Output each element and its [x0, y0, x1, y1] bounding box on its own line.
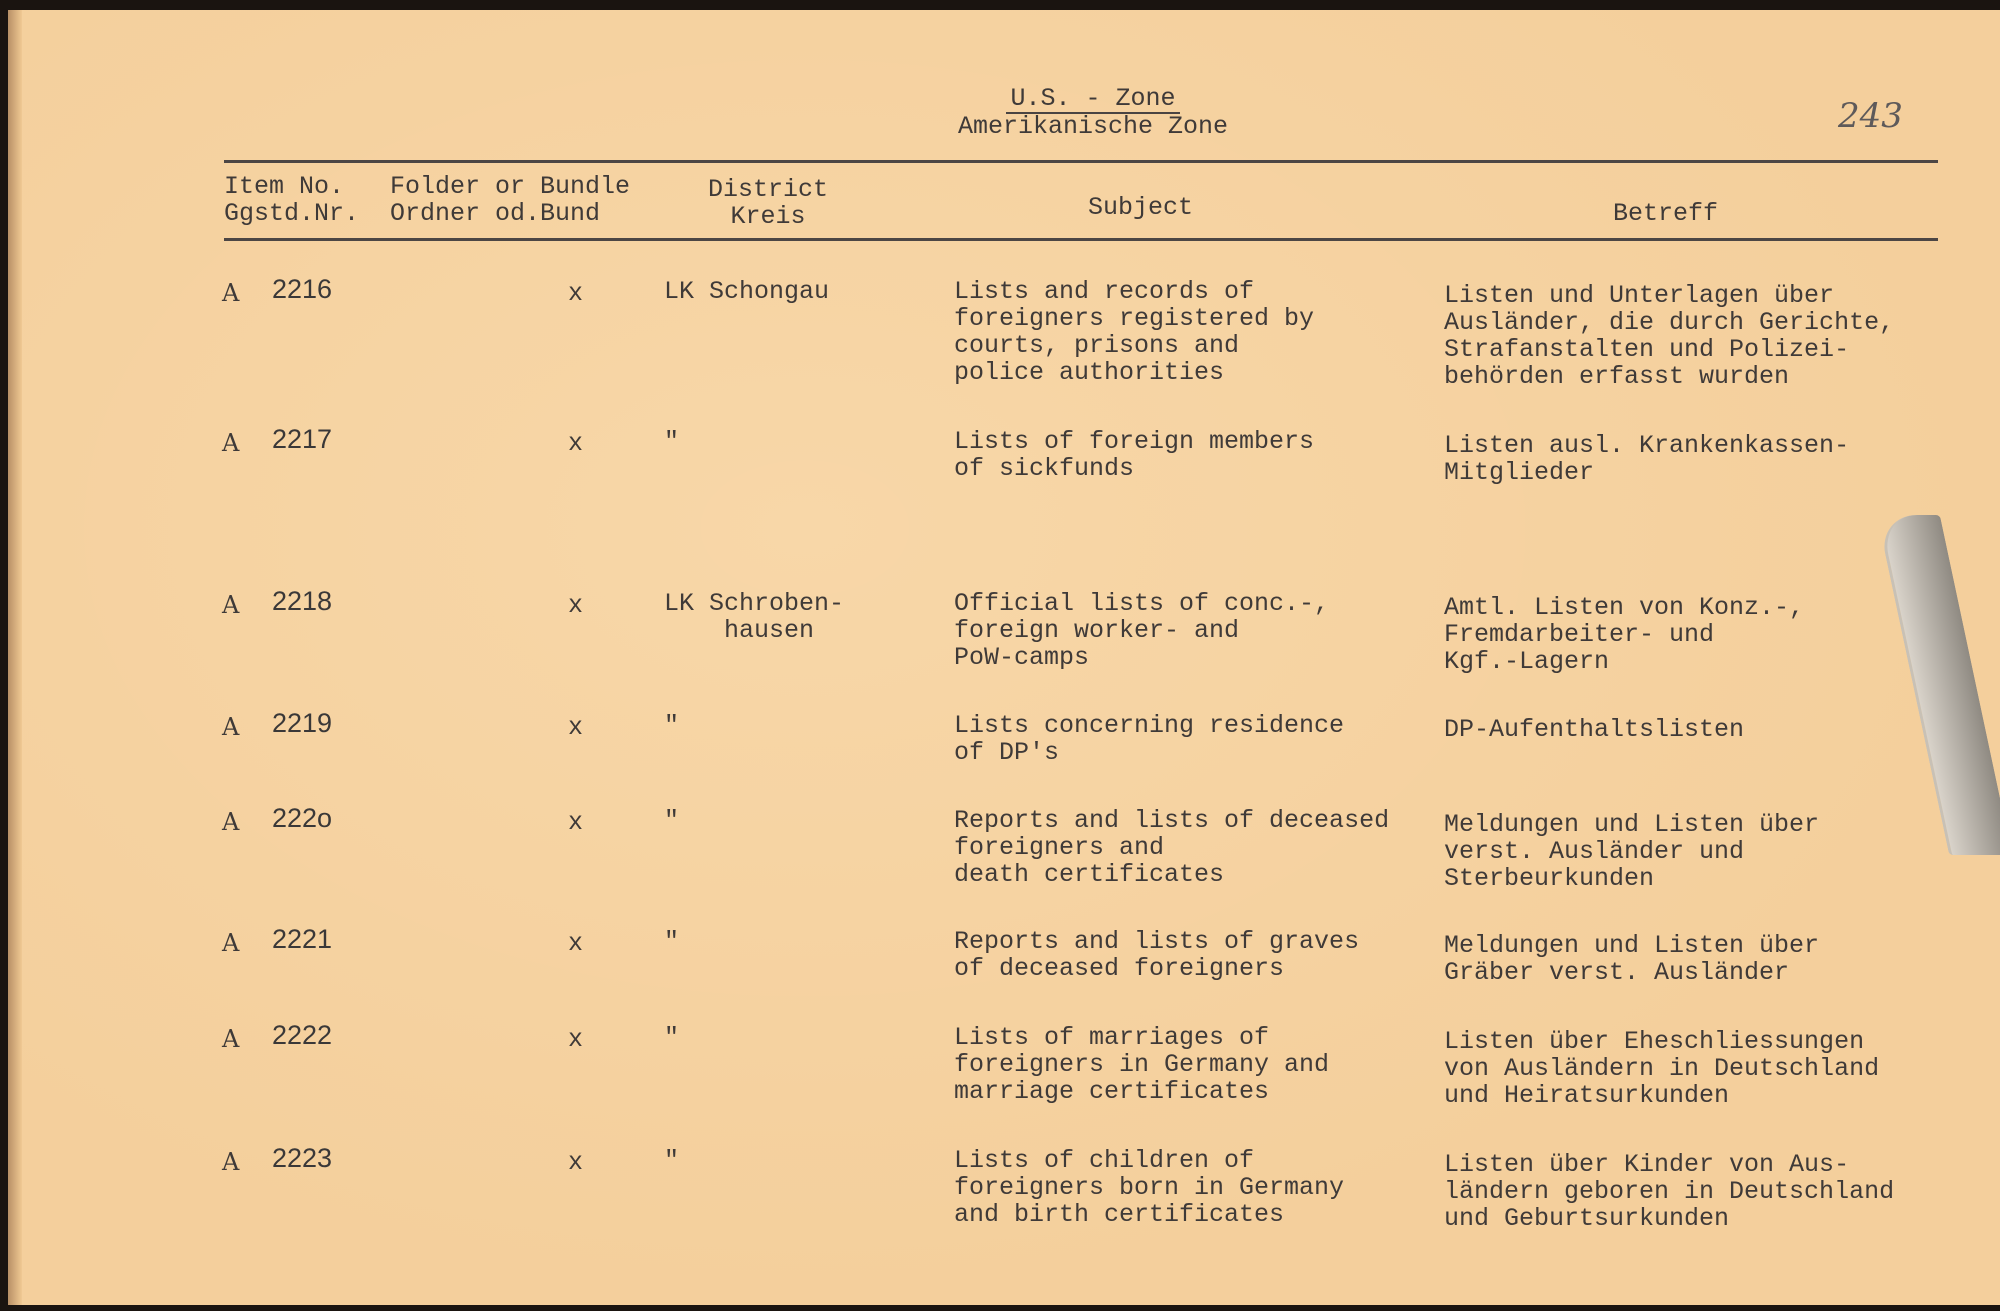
betreff-text: Listen über Kinder von Aus- ländern geboren in Deutschland und Geburtsurkunden — [1444, 1150, 1895, 1233]
item-number: 222o — [272, 803, 333, 833]
page-clip — [1877, 515, 2000, 855]
item-letter: A — [222, 429, 240, 457]
betreff-text: Meldungen und Listen über verst. Ausländer und Sterbeurkunden — [1444, 810, 1820, 893]
betreff-text: Listen ausl. Krankenkassen- Mitglieder — [1444, 431, 1850, 487]
col-header-item — [224, 173, 359, 227]
district: " — [664, 1146, 680, 1175]
col-header-folder-en: Folder or Bundle — [390, 172, 631, 201]
col-header-district — [708, 176, 828, 230]
bundle-mark: x — [568, 808, 584, 837]
bundle-mark: x — [568, 591, 584, 620]
subject-text: Official lists of conc.-, foreign worker- and PoW-camps — [954, 589, 1330, 672]
page-number: 243 — [1838, 96, 1903, 136]
page-binding-edge — [8, 10, 22, 1305]
item-letter: A — [222, 808, 240, 836]
col-header-folder — [390, 173, 630, 227]
subject-text: Lists of foreign members of sickfunds — [954, 427, 1315, 483]
betreff-text: DP-Aufenthaltslisten — [1444, 715, 1745, 744]
item-number: 2219 — [272, 708, 333, 738]
subject-text: Lists and records of foreigners registered by courts, prisons and police authorities — [954, 277, 1315, 387]
subject-text: Reports and lists of graves of deceased foreigners — [954, 927, 1360, 983]
betreff-text: Listen und Unterlagen über Ausländer, die durch Gerichte, Strafanstalten und Polizei- behörden erfasst wurden — [1444, 281, 1895, 391]
item-letter: A — [222, 1148, 240, 1176]
col-header-item-en: Item No. — [224, 172, 345, 201]
district: " — [664, 927, 680, 956]
bundle-mark: x — [568, 1025, 584, 1054]
document-page — [8, 10, 2000, 1305]
col-header-folder-de: Ordner od.Bund — [390, 199, 601, 228]
zone-title — [948, 86, 1238, 140]
district: LK Schroben- hausen — [664, 589, 845, 645]
item-number: 2218 — [272, 586, 333, 616]
item-number: 2216 — [272, 274, 333, 304]
item-letter: A — [222, 279, 240, 307]
col-header-item-de: Ggstd.Nr. — [224, 199, 360, 228]
subject-text: Reports and lists of deceased foreigners and death certificates — [954, 806, 1390, 889]
bundle-mark: x — [568, 1148, 584, 1177]
item-number: 2217 — [272, 424, 333, 454]
item-letter: A — [222, 591, 240, 619]
zone-title-en: U.S. - Zone — [1006, 86, 1179, 114]
betreff-text: Amtl. Listen von Konz.-, Fremdarbeiter- und Kgf.-Lagern — [1444, 593, 1805, 676]
item-letter: A — [222, 713, 240, 741]
bundle-mark: x — [568, 279, 584, 308]
district: LK Schongau — [664, 277, 830, 306]
header-top-rule — [224, 160, 1938, 163]
item-number: 2221 — [272, 924, 333, 954]
district: " — [664, 427, 680, 456]
item-number: 2222 — [272, 1020, 333, 1050]
district: " — [664, 806, 680, 835]
subject-text: Lists of marriages of foreigners in Germany and marriage certificates — [954, 1023, 1330, 1106]
col-header-subject: Subject — [1088, 193, 1194, 222]
district: " — [664, 711, 680, 740]
bundle-mark: x — [568, 429, 584, 458]
item-number: 2223 — [272, 1143, 333, 1173]
item-letter: A — [222, 929, 240, 957]
col-header-betreff: Betreff — [1613, 199, 1719, 228]
item-letter: A — [222, 1025, 240, 1053]
subject-text: Lists of children of foreigners born in Germany and birth certificates — [954, 1146, 1345, 1229]
header-bottom-rule — [224, 238, 1938, 241]
district: " — [664, 1023, 680, 1052]
betreff-text: Listen über Eheschliessungen von Ausländern in Deutschland und Heiratsurkunden — [1444, 1027, 1880, 1110]
col-header-district-de: Kreis — [730, 202, 806, 231]
zone-title-de: Amerikanische Zone — [957, 112, 1229, 141]
bundle-mark: x — [568, 929, 584, 958]
col-header-district-en: District — [708, 175, 829, 204]
betreff-text: Meldungen und Listen über Gräber verst. Ausländer — [1444, 931, 1820, 987]
bundle-mark: x — [568, 713, 584, 742]
subject-text: Lists concerning residence of DP's — [954, 711, 1345, 767]
